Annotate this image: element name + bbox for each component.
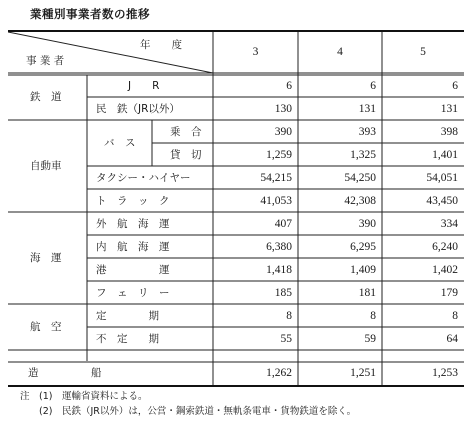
row-label-coastal-shipping: 内 航 海 運 [96,241,170,253]
value-cell: 393 [358,126,376,138]
value-cell: 43,450 [426,195,458,207]
operator-header-label: 事 業 者 [26,55,65,67]
value-cell: 181 [358,287,376,299]
row-label-ferry: フ ェ リ ー [96,287,170,299]
row-label-jr: J R [128,80,160,92]
row-label-truck: ト ラ ッ ク [96,195,170,207]
value-cell: 130 [274,103,292,115]
value-cell: 6 [286,80,292,92]
year-header-label: 年 度 [140,39,182,51]
value-cell: 1,401 [432,149,458,161]
value-cell: 6 [370,80,376,92]
value-cell: 1,409 [350,264,376,276]
value-cell: 407 [274,218,292,230]
year-header-3: 3 [252,46,259,58]
value-cell: 131 [358,103,376,115]
value-cell: 1,402 [432,264,458,276]
value-cell: 1,251 [350,367,376,379]
value-cell: 334 [440,218,458,230]
value-cell: 64 [446,333,458,345]
row-label-private-rail: 民 鉄（JR以外） [96,103,180,115]
value-cell: 8 [452,310,458,322]
value-cell: 1,325 [350,149,376,161]
value-cell: 42,308 [344,195,376,207]
value-cell: 55 [280,333,292,345]
value-cell: 390 [274,126,292,138]
value-cell: 8 [286,310,292,322]
table-notes [20,389,356,419]
row-label-bus-route: 乗 合 [170,126,202,138]
row-label-taxi: タクシー・ハイヤー [96,172,191,184]
group-auto: 自動車 [30,160,62,172]
value-cell: 185 [274,287,292,299]
value-cell: 54,250 [344,172,376,184]
value-cell: 1,262 [266,367,292,379]
value-cell: 54,051 [426,172,458,184]
value-cell: 6,240 [432,241,458,253]
value-cell: 390 [358,218,376,230]
group-rail: 鉄 道 [30,91,62,103]
row-label-port: 港 運 [96,264,170,276]
row-label-unscheduled: 不 定 期 [96,333,159,345]
value-cell: 8 [370,310,376,322]
group-sea: 海 運 [30,252,62,264]
value-cell: 41,053 [260,195,292,207]
group-air: 航 空 [30,321,62,333]
value-cell: 179 [440,287,458,299]
row-label-scheduled: 定 期 [96,310,159,322]
row-label-bus-charter: 貸 切 [170,149,202,161]
year-header-4: 4 [337,46,343,58]
note-1: 注 (1) 運輸省資料による。 [20,391,148,402]
value-cell: 398 [440,126,458,138]
value-cell: 1,259 [266,149,292,161]
operators-table [8,30,464,387]
note-2: (2) 民鉄（JR以外）は，公営・鋼索鉄道・無軌条電車・貨物鉄道を除く。 [20,406,357,417]
row-label-shipbuilding: 造 船 [28,367,102,379]
value-cell: 59 [364,333,376,345]
value-cell: 131 [440,103,458,115]
value-cell: 6,295 [350,241,376,253]
value-cell: 54,215 [260,172,292,184]
value-cell: 1,253 [432,367,458,379]
row-label-ocean-shipping: 外 航 海 運 [96,218,170,230]
value-cell: 6,380 [266,241,292,253]
year-header-5: 5 [420,46,426,58]
group-bus: バ ス [104,137,136,149]
table-title: 業種別事業者数の推移 [30,7,150,21]
value-cell: 1,418 [266,264,292,276]
value-cell: 6 [452,80,458,92]
